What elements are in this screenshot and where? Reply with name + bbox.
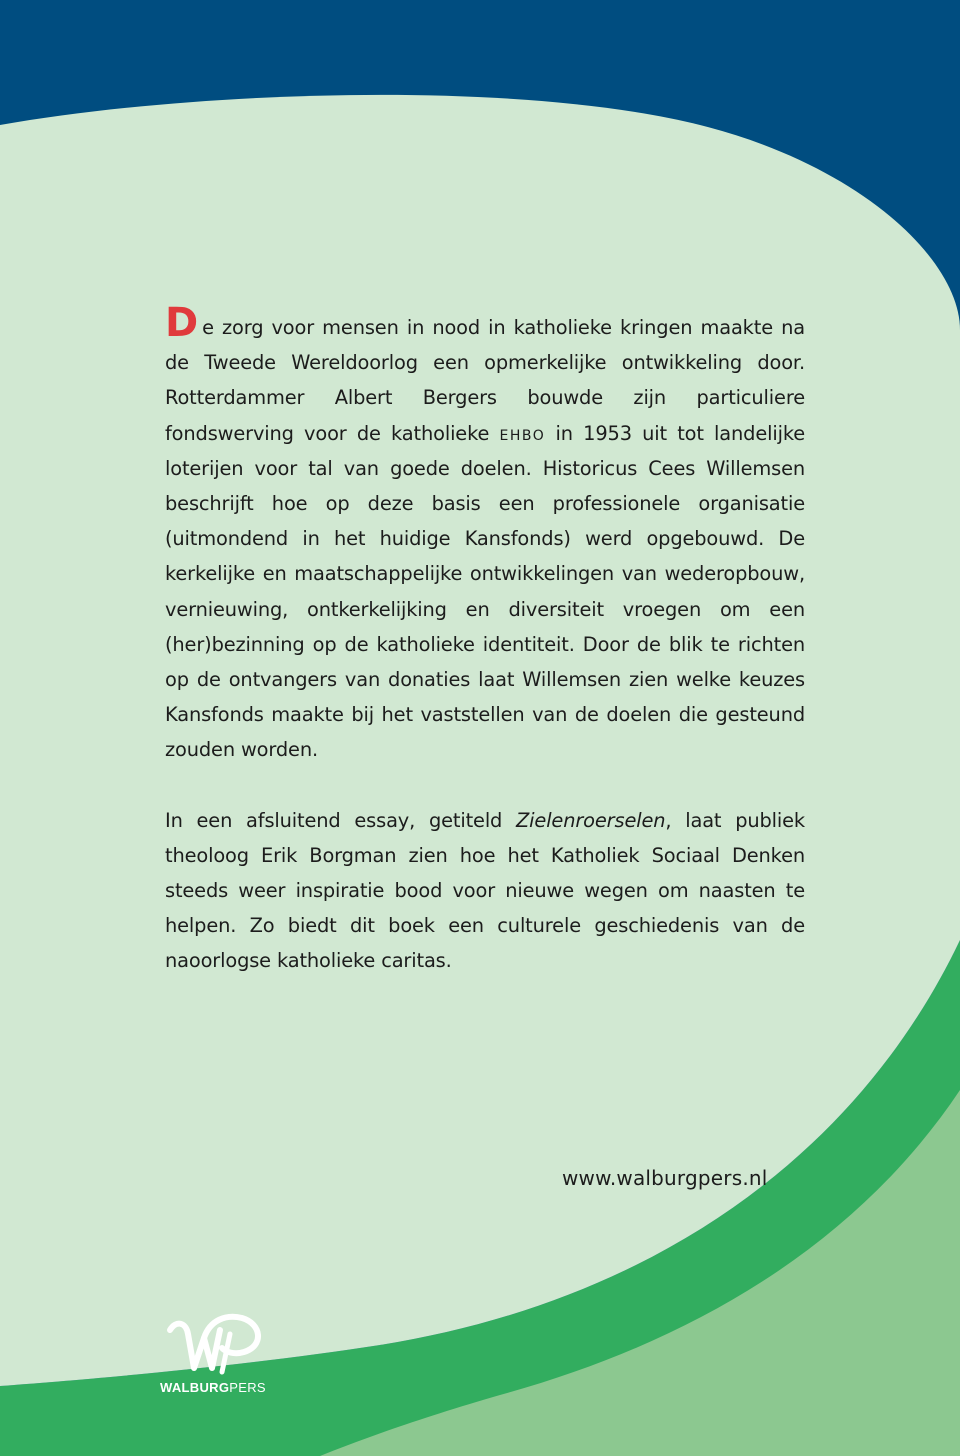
publisher-website[interactable]: www.walburgpers.nl <box>562 1166 768 1190</box>
paragraph-2-text-end: , laat publiek theoloog Erik Borgman zien hoe het Katholiek Sociaal Denken steeds weer inspiratie bood voor nieuwe wegen om naasten te helpen. Zo biedt dit boek een culturele geschiedenis van de naoorlogse katholieke caritas. <box>165 808 805 973</box>
publisher-name-bold: WALBURG <box>160 1380 230 1395</box>
ehbo-abbreviation: ehbo <box>499 421 546 445</box>
blurb-paragraph-2 <box>165 803 805 979</box>
paragraph-1-text-end: in 1953 uit tot landelijke loterijen voor tal van goede doelen. Historicus Cees Willemsen beschrijft hoe op deze basis een professionele organisatie (uitmondend in het huidige Kansfonds) werd opgebouwd. De kerkelijke en maatschappelijke ontwikkelingen van wederopbouw, vernieuwing, ontkerkelijking en diversiteit vroegen om een (her)bezinning op de katholieke identiteit. Door de blik te richten op de ontvangers van donaties laat Willemsen zien welke keuzes Kansfonds maakte bij het vaststellen van de doelen die gesteund zouden worden. <box>165 421 805 762</box>
blurb-paragraph-1 <box>165 300 805 768</box>
walburgpers-wp-logo-icon <box>164 1312 270 1376</box>
drop-cap: D <box>165 300 199 346</box>
publisher-logo <box>160 1312 280 1402</box>
paragraph-2-text: In een afsluitend essay, getiteld <box>165 808 517 832</box>
blurb-text <box>165 300 805 979</box>
publisher-name-regular: PERS <box>229 1380 266 1395</box>
paragraph-1-text: e zorg voor mensen in nood in katholieke kringen maakte na de Tweede Wereldoorlog een opmerkelijke ontwikkeling door. Rotterdammer Albert Bergers bouwde zijn particuliere fondswerving voor de katholieke <box>165 316 805 445</box>
essay-title: Zielenroerselen <box>516 808 666 832</box>
publisher-name <box>160 1380 266 1395</box>
